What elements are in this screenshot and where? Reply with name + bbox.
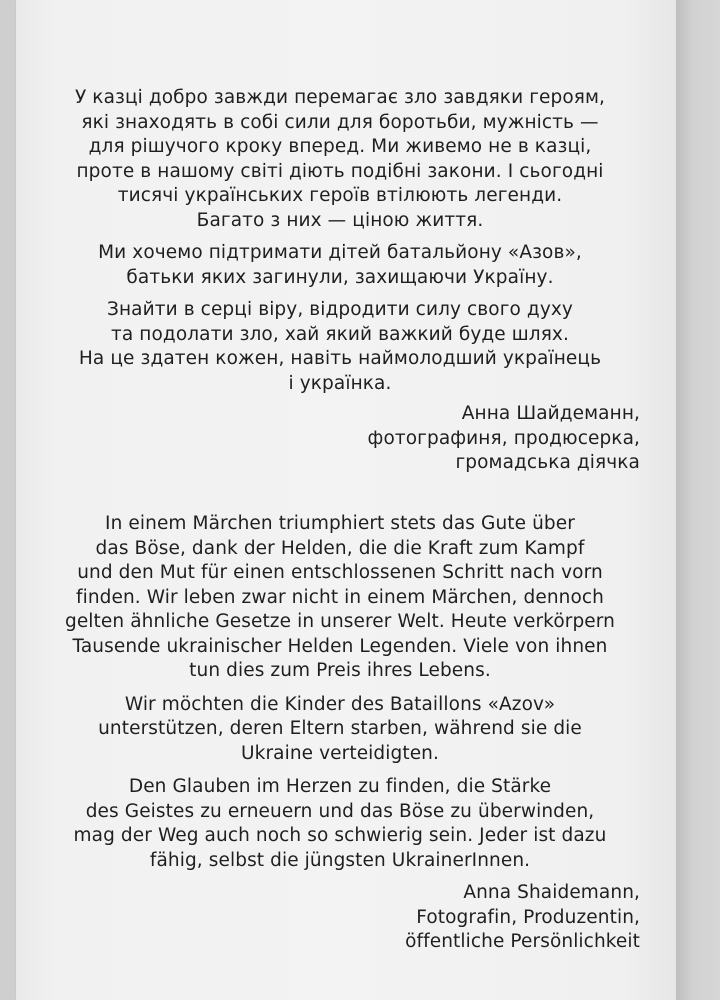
ukrainian-section [40,86,640,476]
text-line: які знаходять в собі сили для боротьби, мужність — [81,111,599,133]
text-line: und den Mut für einen entschlossenen Schritt nach vorn [77,562,603,583]
page-edge [676,0,720,1000]
text-line: das Böse, dank der Helden, die die Kraft zum Kampf [95,537,585,559]
text-line: Tausende ukrainischer Helden Legenden. Viele von ihnen [72,635,608,657]
signature-line: фотографиня, продюсерка, [367,427,640,449]
text-line: На це здатен кожен, навіть наймолодший українець [78,348,602,369]
ukrainian-paragraph-3 [40,298,640,396]
signature-line: Anna Shaidemann, [463,882,640,903]
text-line: та подолати зло, хай який важкий буде шлях. [111,323,569,345]
text-line: finden. Wir leben zwar nicht in einem Märchen, dennoch [75,586,605,608]
text-line: tun dies zum Preis ihres Lebens. [189,660,491,681]
text-line: gelten ähnliche Gesetze in unserer Welt. Heute verkörpern [64,611,615,632]
text-line: Ми хочемо підтримати дітей батальйону «Азов», [98,242,582,263]
ukrainian-signature [40,402,640,476]
text-line: і українка. [288,372,392,394]
text-line: Багато з них — ціною життя. [196,209,484,231]
text-line: для рішучого кроку вперед. Ми живемо не в казці, [88,136,592,157]
text-line: проте в нашому світі діють подібні закони. І сьогодні [76,160,604,182]
text-line: Den Glauben im Herzen zu finden, die Stärke [128,776,552,797]
text-line: mag der Weg auch noch so schwierig sein. Jeder ist dazu [73,825,607,846]
text-line: Знайти в серці віру, відродити силу свого духу [107,299,573,320]
german-paragraph-1 [40,512,640,684]
german-paragraph-2 [40,693,640,767]
text-line: des Geistes zu erneuern und das Böse zu überwinden, [85,800,595,822]
german-signature [40,881,640,955]
german-paragraph-3 [40,775,640,873]
text-line: fähig, selbst die jüngsten UkrainerInnen. [149,849,531,871]
signature-line: Fotografin, Produzentin, [416,906,640,928]
signature-line: öffentliche Persönlichkeit [405,931,640,952]
german-section [40,512,640,955]
text-line: In einem Märchen triumphiert stets das Gute über [105,513,575,534]
text-line: батьки яких загинули, захищаючи Україну. [126,266,554,288]
text-line: unterstützen, deren Eltern starben, während sie die [98,718,582,739]
ukrainian-paragraph-2 [40,241,640,290]
text-line: Ukraine verteidigten. [240,742,439,764]
text-line: тисячі українських героїв втілюють легенди. [117,185,563,206]
ukrainian-paragraph-1 [40,86,640,233]
text-line: Wir möchten die Kinder des Bataillons «Azov» [124,693,556,715]
text-line: У казці добро завжди перемагає зло завдяки героям, [74,87,606,108]
signature-line: Анна Шайдеманн, [461,403,640,424]
signature-line: громадська діячка [455,452,640,473]
